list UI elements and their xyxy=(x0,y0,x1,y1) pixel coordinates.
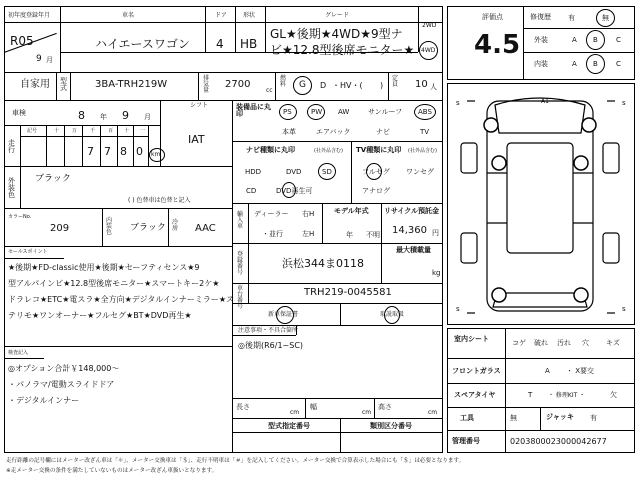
manage-value: 0203800023000042677 xyxy=(510,437,607,446)
inspection-label: 車検 xyxy=(12,109,26,117)
navi-dvd-play: DVD再生可 xyxy=(276,187,313,195)
manage-label: 管理番号 xyxy=(452,437,480,445)
equip-pw: PW xyxy=(311,108,323,116)
front-glass-rest: ・ X要交 xyxy=(566,367,595,375)
repair-label: 注意事項・不具合箇所 xyxy=(238,327,299,334)
import-label: 輸入車 xyxy=(237,211,244,230)
displacement-label: 排気量 xyxy=(203,75,210,94)
notes-line-1: ◎オプション合計￥148,000～ xyxy=(8,364,120,373)
equip-aw: AW xyxy=(338,108,350,116)
tv-analog: アナログ xyxy=(362,187,390,195)
repair-hist-no: 無 xyxy=(602,14,609,22)
sales-line-1: ★後期★FD-classic使用★後期★セーフティセンス★9 xyxy=(8,263,200,272)
tv-fullseg: フルセグ xyxy=(362,168,390,176)
digit-label-6: 一 xyxy=(140,128,146,134)
recycle-label: リサイクル預託金 xyxy=(384,207,440,215)
digit-label-1: 十 xyxy=(54,128,60,134)
mark-fr xyxy=(582,118,596,132)
front-glass-a: A xyxy=(545,367,550,375)
spare-tire-label: スペアタイヤ xyxy=(454,391,496,399)
km-label: km xyxy=(151,151,161,158)
mark-br xyxy=(574,288,588,302)
fuel-hv: ・HV・( xyxy=(332,81,363,90)
equip-ps: PS xyxy=(283,108,292,116)
inspection-month-unit: 月 xyxy=(144,113,151,121)
two-wd-label: 2WD xyxy=(422,22,437,29)
import-right: 右H xyxy=(302,210,315,218)
mark-ml xyxy=(492,156,506,170)
int-color-label: 内装色 xyxy=(106,217,113,236)
fuel-g: G xyxy=(299,80,306,90)
reg-no-label: 登録番号 xyxy=(237,251,244,276)
digit-label-3: 千 xyxy=(90,128,96,134)
int-grade-a: A xyxy=(572,60,577,68)
mileage-digit-1: 7 xyxy=(87,145,94,158)
jack-value: 有 xyxy=(590,414,597,422)
length-label: 長さ xyxy=(236,403,250,411)
chassis-label: 車台番号 xyxy=(237,285,244,310)
ext-grade-label: 外装 xyxy=(534,36,548,44)
mileage-digit-3: 8 xyxy=(120,145,127,158)
recycle-unit: 円 xyxy=(432,229,439,237)
length-cm: cm xyxy=(290,409,300,416)
seat-ana: 穴 xyxy=(582,339,589,347)
score-label: 評価点 xyxy=(482,13,503,21)
first-reg-month-unit: 月 xyxy=(46,56,53,64)
exterior-color: ブラック xyxy=(35,174,71,184)
shape-label: 形状 xyxy=(243,12,256,19)
inspection-year-unit: 年 xyxy=(100,113,107,121)
fuel-d: D xyxy=(320,81,327,90)
equip-leather: 本革 xyxy=(282,128,296,136)
roof xyxy=(507,143,573,253)
digit-label-4: 百 xyxy=(108,128,114,134)
interior-seat-label: 室内シート xyxy=(454,335,489,343)
door-label: ドア xyxy=(215,12,227,19)
equipment-label: 装備品に丸印 xyxy=(236,103,271,118)
sales-point-label: セールスポイント xyxy=(8,249,48,255)
capacity-unit: 人 xyxy=(430,83,437,91)
jack-label: ジャッキ xyxy=(546,413,574,421)
four-wd-label: 4WD xyxy=(421,47,436,54)
car-outline-svg xyxy=(447,83,635,325)
height-label: 高さ xyxy=(378,403,392,411)
navi-dvd: DVD xyxy=(286,168,302,176)
chassis-value: TRH219-0045581 xyxy=(304,287,392,298)
grade-line1: GL★後期★4WD★9型ナ xyxy=(270,27,403,41)
sales-line-3: ドラレコ★ETC★電スラ★全方向★デジタルインナーミラー★ス xyxy=(8,295,235,304)
navi-cd: CD xyxy=(246,187,257,195)
model-value: 3BA-TRH219W xyxy=(95,79,168,90)
hood xyxy=(495,98,585,133)
tools-label: 工具 xyxy=(460,414,474,422)
seat-kizu: キズ xyxy=(606,339,620,347)
seat-yabure: 破れ xyxy=(534,339,548,347)
ac-value: AAC xyxy=(195,223,216,234)
grade-label: グレード xyxy=(325,12,350,19)
notes-line-3: ・デジタルインナー xyxy=(8,396,80,405)
tv-label: TV種類に丸印 xyxy=(356,146,402,154)
first-reg-month: 9 xyxy=(36,54,42,64)
navi-label: ナビ種類に丸印 xyxy=(246,146,295,154)
height-cm: cm xyxy=(428,409,438,416)
width-cm: cm xyxy=(362,409,372,416)
ext-grade-b: B xyxy=(593,36,598,44)
mileage-label: 走行 xyxy=(8,139,15,154)
mark-fl xyxy=(484,118,498,132)
usage-value: 自家用 xyxy=(20,79,50,90)
navi-sub: (社外品含む) xyxy=(314,148,343,154)
mark-bl xyxy=(492,288,506,302)
equip-airbag: エアバック xyxy=(316,128,351,136)
diagram-s3: s xyxy=(456,305,460,313)
fuel-label: 燃料 xyxy=(280,75,287,88)
equip-tv: TV xyxy=(420,128,430,136)
mileage-digit-4: 0 xyxy=(136,145,143,158)
int-color-value: ブラック xyxy=(130,223,166,233)
exterior-label: 外装色 xyxy=(8,177,15,199)
import-left: 左H xyxy=(302,230,315,238)
tv-oneseg: ワンセグ xyxy=(406,168,434,176)
first-reg-era: R05 xyxy=(10,34,34,48)
shift-value: IAT xyxy=(188,133,205,146)
shape-value: HB xyxy=(240,37,258,51)
recycle-value: 14,360 xyxy=(392,225,427,236)
reg-no-value: 浜松344ま0118 xyxy=(282,257,364,270)
front-glass-label: フロントガラス xyxy=(452,367,501,375)
diagram-s4: s xyxy=(622,305,626,313)
equip-sunroof: サンルーフ xyxy=(368,108,403,116)
repair-hist-label: 修復歴 xyxy=(530,13,551,21)
diagram-s1: s xyxy=(456,99,460,107)
color-no-value: 209 xyxy=(50,223,70,234)
import-parallel: ・並行 xyxy=(262,230,283,238)
fuel-close: ) xyxy=(380,81,384,90)
seat-yogore: 汚れ xyxy=(557,339,571,347)
exterior-note: ( ) 色替車は色替と記入 xyxy=(128,197,191,204)
inspection-year: 8 xyxy=(78,109,85,122)
repair-hist-yes: 有 xyxy=(568,14,575,22)
inspection-month: 9 xyxy=(122,109,129,122)
navi-sd: SD xyxy=(322,168,332,176)
ext-grade-c: C xyxy=(616,36,621,44)
type-no-label: 型式指定番号 xyxy=(268,422,310,430)
digit-label-5: 十 xyxy=(124,128,130,134)
ac-label: 冷房 xyxy=(172,219,179,232)
navi-hdd: HDD xyxy=(245,168,262,176)
new-warranty: 新車保証書 xyxy=(268,311,299,318)
seat-koge: コゲ xyxy=(512,339,526,347)
class-no-label: 類別区分番号 xyxy=(370,422,412,430)
mark-mr xyxy=(574,156,588,170)
diagram-s2: s xyxy=(622,99,626,107)
max-load-label: 最大積載量 xyxy=(396,246,431,254)
first-reg-label: 初年度登録年月 xyxy=(8,12,51,19)
manual: 取説取扱 xyxy=(380,311,405,318)
spare-repair: ・ 修理KIT ・ xyxy=(548,392,586,399)
color-no-label: カラーNo. xyxy=(8,214,32,220)
model-year-label: モデル年式 xyxy=(334,207,369,215)
tv-sub: (社外品含む) xyxy=(408,148,437,154)
model-label: 型式 xyxy=(60,77,67,92)
displacement-value: 2700 xyxy=(225,79,251,90)
import-dealer: ディーラー xyxy=(254,210,289,218)
width-label: 幅 xyxy=(310,403,317,411)
spare-none: 欠 xyxy=(610,391,617,399)
ext-grade-a: A xyxy=(572,36,577,44)
equip-abs: ABS xyxy=(418,108,432,116)
capacity-value: 10 xyxy=(415,79,428,90)
int-grade-c: C xyxy=(616,60,621,68)
cc-label: cc xyxy=(266,87,273,94)
car-name-label: 車名 xyxy=(122,12,135,19)
notes-line-2: ・パノラマ/電動スライドドア xyxy=(8,380,115,389)
mileage-digit-2: 7 xyxy=(104,145,111,158)
digit-label-2: 万 xyxy=(72,128,78,134)
capacity-label: 定員 xyxy=(392,75,399,88)
footer-line-1: 走行距離の記号欄にはメーター改ざん車は「＊」、メーター交換車は「＄」、走行不明車は「＃」を記入してください。メーター交換で合算表示した場合にも「＄」は必要となります。 xyxy=(6,458,465,464)
int-grade-b: B xyxy=(593,60,598,68)
repair-value: ◎後期(R6/1~SC) xyxy=(238,341,304,350)
spare-t: T xyxy=(528,391,533,399)
model-year-unknown: 不明 xyxy=(366,231,380,239)
max-load-unit: kg xyxy=(432,269,441,277)
score-value: 4.5 xyxy=(474,30,521,60)
door-count: 4 xyxy=(216,37,224,51)
diagram-a1: A1 xyxy=(541,98,549,105)
mileage-unit-label: 記号 xyxy=(27,128,38,134)
car-name: ハイエースワゴン xyxy=(95,37,190,51)
inspection-notes-label: 検査記入 xyxy=(8,350,29,356)
sales-line-4: テリモ★ワンオーナー★フルセグ★BT★DVD再生★ xyxy=(8,311,192,320)
equip-navi: ナビ xyxy=(376,128,390,136)
sales-line-2: 型アルパインビ★12.8型後席モニター★スマートキー2ケ★ xyxy=(8,279,220,288)
shift-label: シフト xyxy=(190,102,209,109)
int-grade-label: 内装 xyxy=(534,60,548,68)
tools-value: 無 xyxy=(510,414,517,422)
footer-line-2: ※走メーター交換の条件を満たしていないものはメーター改ざん車扱いとなります。 xyxy=(6,468,218,474)
grade-line2: ビ★12.8型後席モニター★ xyxy=(270,43,415,57)
rear xyxy=(493,293,587,307)
model-year-unit: 年 xyxy=(346,231,353,239)
